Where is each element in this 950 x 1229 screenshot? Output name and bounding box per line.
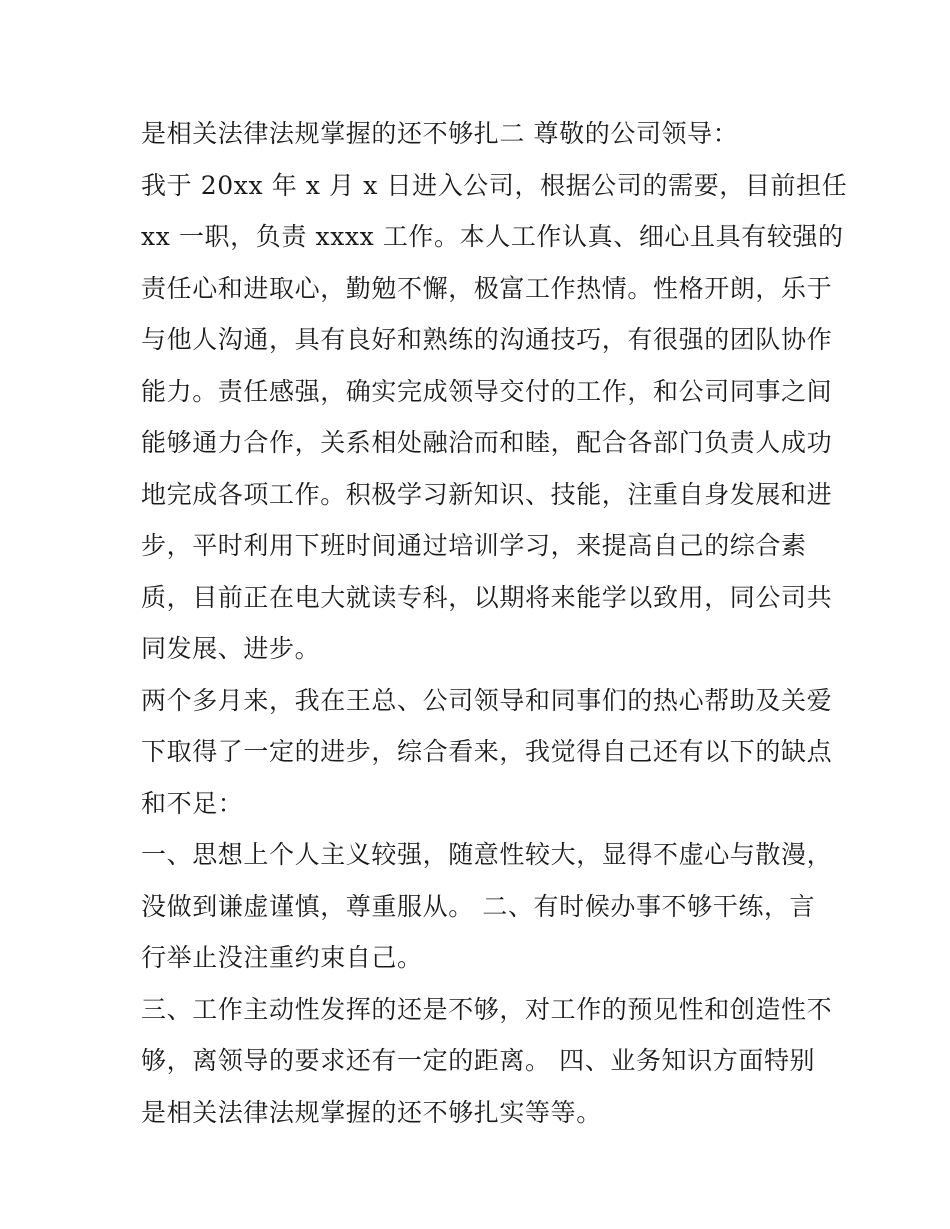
text-line: 是相关法律法规掌握的还不够扎二 尊敬的公司领导： (141, 119, 739, 148)
text-line: 地完成各项工作。积极学习新知识、技能，注重自身发展和进 (141, 479, 833, 509)
text-line: 是相关法律法规掌握的还不够扎实等等。 (141, 1097, 602, 1127)
text-line: 够，离领导的要求还有一定的距离。 四、业务知识方面特别 (141, 1046, 816, 1075)
text-line: 能力。责任感强，确实完成领导交付的工作，和公司同事之间 (141, 376, 833, 406)
text-line: 两个多月来，我在王总、公司领导和同事们的热心帮助及关爱 (141, 685, 833, 715)
text-line: 能够通力合作，关系相处融洽而和睦，配合各部门负责人成功 (141, 428, 833, 457)
text-line: 一、思想上个人主义较强，随意性较大，显得不虚心与散漫， (141, 840, 833, 869)
text-line: 责任心和进取心，勤勉不懈，极富工作热情。性格开朗，乐于 (141, 273, 833, 303)
text-line: 行举止没注重约束自己。 (141, 943, 423, 972)
text-line: 下取得了一定的进步，综合看来，我觉得自己还有以下的缺点 (141, 737, 833, 766)
text-line: 与他人沟通，具有良好和熟练的沟通技巧，有很强的团队协作 (141, 325, 833, 354)
text-line: 我于 20xx 年 x 月 x 日进入公司，根据公司的需要，目前担任 (141, 170, 848, 200)
text-line: 和不足： (141, 788, 244, 818)
text-line: xx 一职，负责 xxxx 工作。本人工作认真、细心且具有较强的 (141, 222, 844, 251)
text-line: 质，目前正在电大就读专科，以期将来能学以致用，同公司共 (141, 582, 833, 612)
text-line: 同发展、进步。 (141, 634, 321, 663)
text-line: 步，平时利用下班时间通过培训学习，来提高自己的综合素 (141, 531, 807, 560)
text-line: 三、工作主动性发挥的还是不够，对工作的预见性和创造性不 (141, 994, 833, 1024)
text-line: 没做到谦虚谨慎，尊重服从。 二、有时候办事不够干练，言 (141, 891, 816, 921)
document-body (141, 108, 848, 1138)
